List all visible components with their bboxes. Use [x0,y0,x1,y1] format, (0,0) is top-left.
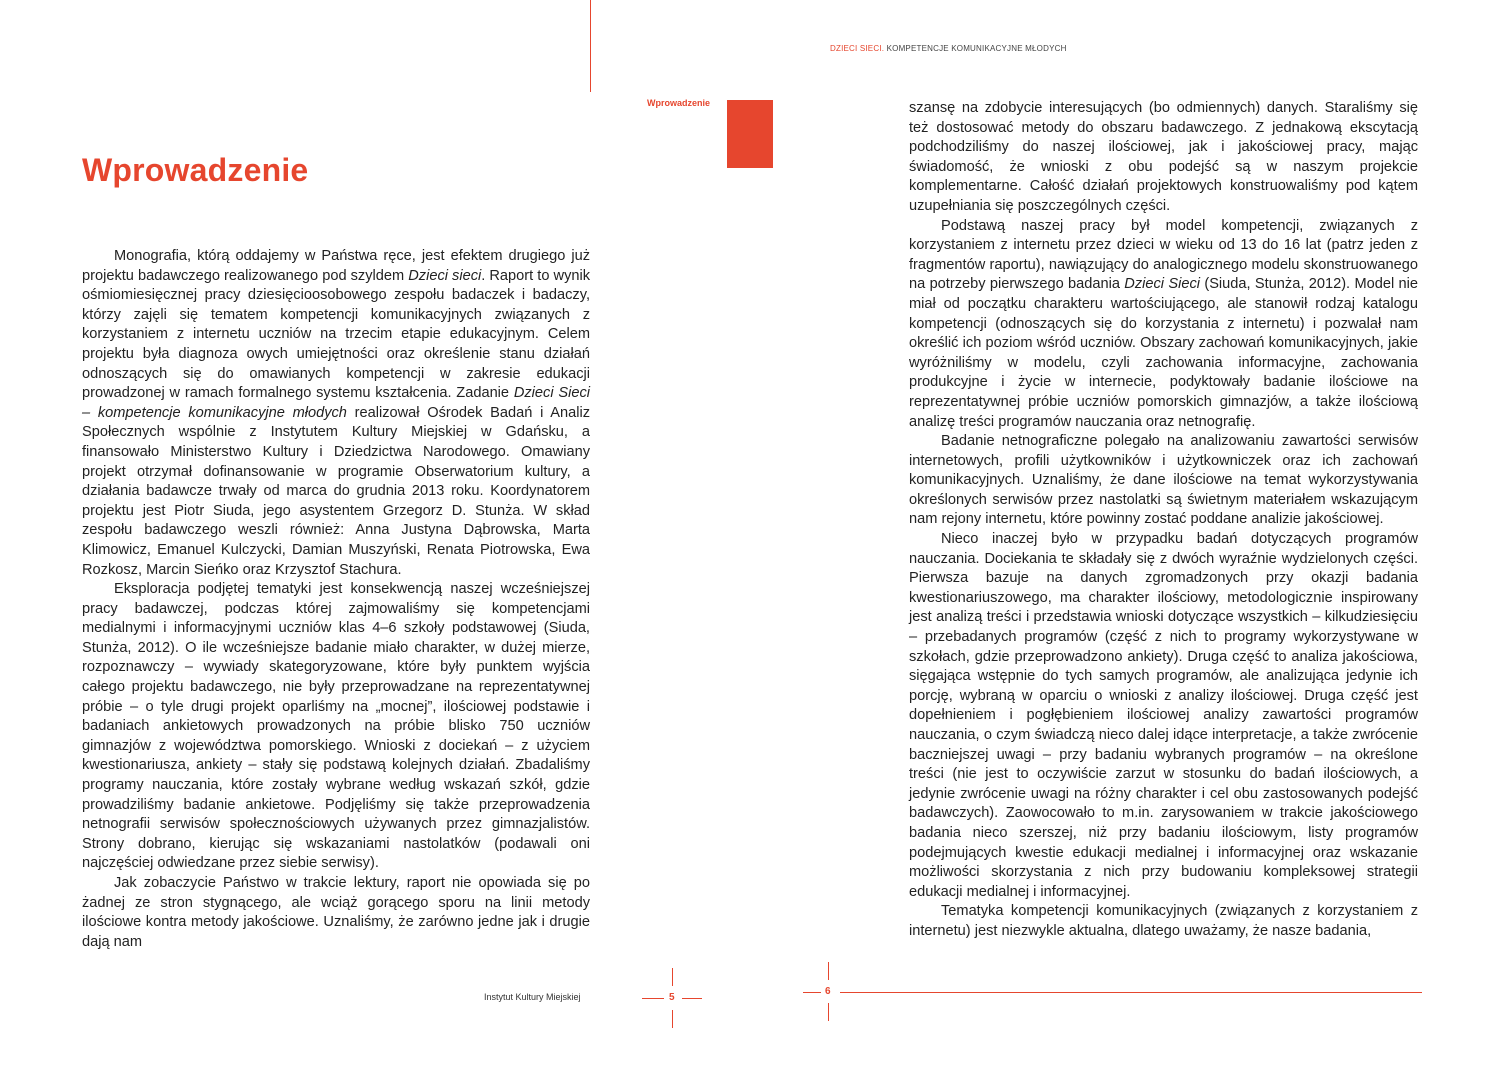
chapter-title: Wprowadzenie [82,152,309,188]
section-marker-block [727,100,773,168]
right-body-text [909,99,1418,942]
series-title: DZIECI SIECI. [830,44,885,53]
footer-rule [840,992,1422,993]
paragraph: Jak zobaczycie Państwo w trakcie lektury, raport nie opowiada się po żadnej ze stron stygnącego, ale wciąż gorącego sporu na linii metody ilościowe kontra metody jakościowe. Uznaliśmy, że zarówno jedne jak i drugie dają nam [82,875,590,950]
page-number: 6 [825,986,831,997]
footer-institution: Instytut Kultury Miejskiej [484,992,581,1002]
page-number-rule [672,1010,673,1028]
page-number-rule [828,962,829,980]
page-number: 5 [669,992,675,1003]
paragraph: Eksploracja podjętej tematyki jest konsekwencją naszej wcześniejszej pracy badawczej, podczas której zajmowaliśmy się kompetencjami medialnymi i informacyjnymi uczniów klas 4–6 szkoły podstawowej (Siuda, Stunża, 2012). O ile wcześniejsze badanie miało charakter, w dużej mierze, rozpoznawczy – wywiady skategoryzowane, które były punktem wyjścia całego projektu badawczego, nie były przeprowadzane na reprezentatywnej próbie – o tyle drugi projekt oparliśmy na „mocnej”, ilościowej podstawie i badaniach ankietowych prowadzonych na próbie blisko 750 uczniów gimnazjów z województwa pomorskiego. Wnioski z dociekań – z użyciem kwestionariusza, ankiety – stały się podstawą kolejnych działań. Zbadaliśmy programy nauczania, które zostały wybrane według wskazań szkół, gdzie prowadziliśmy badanie ankietowe. Podjęliśmy się także przeprowadzenia netnografii serwisów społecznościowych używanych przez gimnazjalistów. Strony dobrano, kierując się wskazaniami nastolatków (podawali oni najczęściej odwiedzane przez siebie serwisy). [82,581,590,872]
left-body-text [82,247,590,952]
page-number-rule [642,998,664,999]
page-number-rule [682,998,702,999]
paragraph: Badanie netnograficzne polegało na analizowaniu zawartości serwisów internetowych, profili użytkowników i użytkowniczek oraz ich zachowań komunikacyjnych. Uznaliśmy, że dane ilościowe na temat wykorzystywania określonych serwisów przez nastolatki są świetnym materiałem wskazującym nam rejony internetu, które powinny zostać poddane analizie jakościowej. [909,433,1418,528]
paragraph: szansę na zdobycie interesujących (bo odmiennych) danych. Staraliśmy się też dostosować metody do obszaru badawczego. Z jednakową ekscytacją podchodziliśmy do naszej ilościowej, jak i jakościowej pracy, mając świadomość, że wnioski z obu podejść są w naszym projekcie komplementarne. Całość działań projektowych konstruowaliśmy pod kątem uzupełniania się poszczególnych części. [909,100,1418,214]
top-margin-rule [590,0,591,92]
page-number-rule [672,968,673,986]
page-number-rule [803,992,821,993]
paragraph: Monografia, którą oddajemy w Państwa ręce, jest efektem drugiego już projektu badawczego realizowanego pod szyldem Dzieci sieci. Raport to wynik ośmiomiesięcznej pracy dziesięcioosobowego zespołu badaczek i badaczy, którzy zajęli się tematem kompetencji komunikacyjnych związanych z korzystaniem z internetu uczniów na trzecim etapie edukacyjnym. Celem projektu była diagnoza owych umiejętności oraz określenie stanu działań odnoszących się do omawianych kompetencji w zakresie edukacji prowadzonej w ramach formalnego systemu kształcenia. Zadanie Dzieci Sieci – kompetencje komunikacyjne młodych realizował Ośrodek Badań i Analiz Społecznych wspólnie z Instytutem Kultury Miejskiej w Gdańsku, a finansowało Ministerstwo Kultury i Dziedzictwa Narodowego. Omawiany projekt otrzymał dofinansowanie w programie Obserwatorium kultury, a działania badawcze trwały od marca do grudnia 2013 roku. Koordynatorem projektu jest Piotr Siuda, jego asystentem Grzegorz D. Stunża. W skład zespołu badawczego weszli również: Anna Justyna Dąbrowska, Marta Klimowicz, Emanuel Kulczycki, Damian Muszyński, Renata Piotrowska, Ewa Rozkosz, Marcin Sieńko oraz Krzysztof Stachura. [82,248,591,578]
series-subtitle: KOMPETENCJE KOMUNIKACYJNE MŁODYCH [886,44,1067,53]
paragraph: Nieco inaczej było w przypadku badań dotyczących programów nauczania. Dociekania te składały się z dwóch wyraźnie wydzielonych części. Pierwsza bazuje na danych zgromadzonych przy okazji badania kwestionariuszowego, ma charakter ilościowy, metodologicznie inspirowany jest analizą treści i przedstawia wnioski dotyczące wszystkich – kilkudziesięciu – przebadanych programów (część z nich to programy wykorzystywane w szkołach, gdzie przeprowadzono ankiety). Druga część to analiza jakościowa, sięgająca wstępnie do tych samych programów, ale analizująca jedynie ich porcję, wybraną w oparciu o wnioski z analizy ilościowej. Druga część jest dopełnieniem i pogłębieniem ilościowej analizy zawartości programów nauczania, o czym świadczą nieco dalej idące interpretacje, a także zwrócenie baczniejszej uwagi – przy badaniu wybranych programów – na określone treści (nie jest to oczywiście zarzut w stosunku do badań ilościowych, a jedynie zwrócenie uwagi na różny charakter i cel obu zastosowanych podejść badawczych). Zaowocowało to m.in. zarysowaniem w trakcie jakościowego badania nieco szerszej, niż przy badaniu ilościowym, listy programów podejmujących kwestie edukacji medialnej i informacyjnej oraz wskazanie możliwości skorzystania z nich przy budowaniu kompleksowej strategii edukacji medialnej i informacyjnej. [909,531,1418,900]
running-header [830,44,1067,53]
section-tag: Wprowadzenie [647,98,711,108]
paragraph: Podstawą naszej pracy był model kompetencji, związanych z korzystaniem z internetu przez dzieci w wieku od 13 do 16 lat (patrz jeden z fragmentów raportu), nawiązujący do analogicznego modelu skonstruowanego na potrzeby pierwszego badania Dzieci Sieci (Siuda, Stunża, 2012). Model nie miał od początku charakteru wartościującego, ale stanowił rodzaj katalogu kompetencji (odnoszących się do korzystania z internetu) i pozwalał nam określić ich poziom wśród uczniów. Obszary zachowań komunikacyjnych, jakie wyróżniliśmy w modelu, czyli zachowania informacyjne, zachowania produkcyjne i życie w internecie, podyktowały badanie ilościowe na reprezentatywnej próbie uczniów pomorskich gimnazjów, a także ilościową analizę treści programów nauczania oraz netnografię. [909,217,1418,430]
paragraph: Tematyka kompetencji komunikacyjnych (związanych z korzystaniem z internetu) jest niezwykle aktualna, dlatego uważamy, że nasze badania, [909,903,1418,939]
page-number-rule [828,1003,829,1021]
